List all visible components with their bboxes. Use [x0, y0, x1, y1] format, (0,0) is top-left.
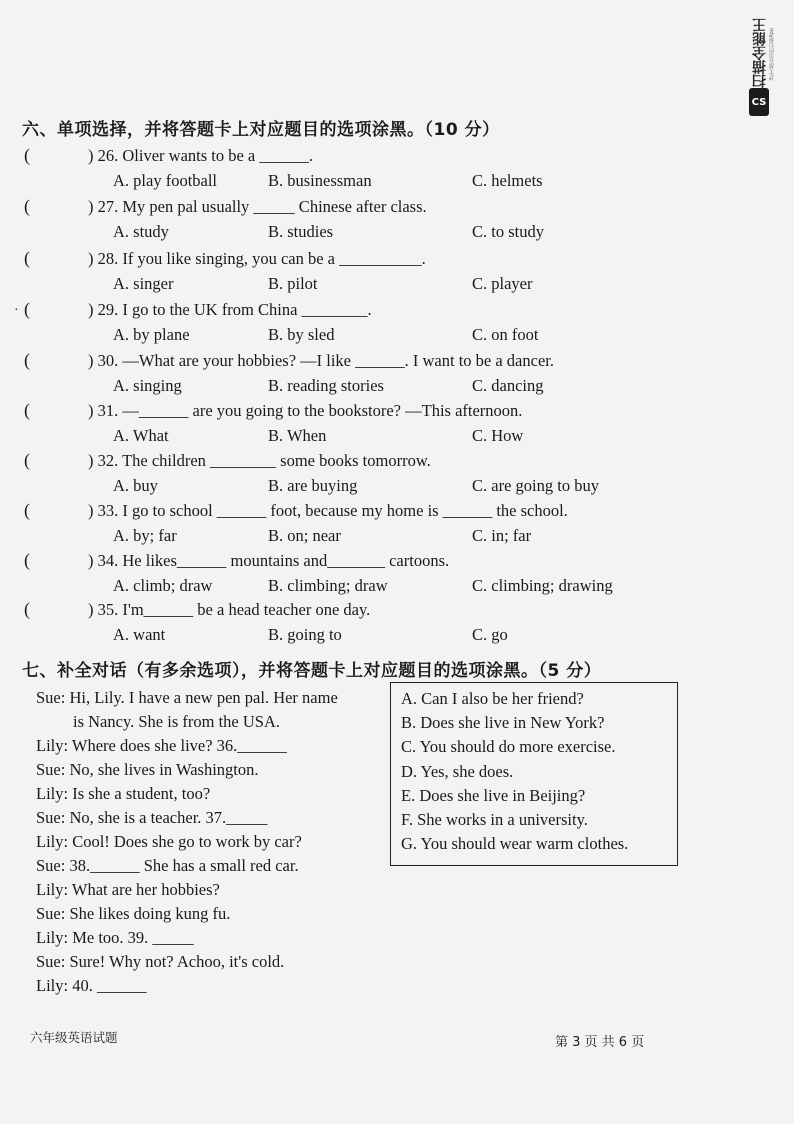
- question-stem: ) 31. —______ are you going to the bookstore? —This afternoon.: [88, 401, 523, 420]
- option-a: A. What: [113, 426, 169, 445]
- option-b: B. studies: [268, 222, 334, 241]
- dialog-line: is Nancy. She is from the USA.: [73, 712, 280, 731]
- question-stem: ) 26. Oliver wants to be a ______.: [88, 146, 313, 165]
- watermark-tagline: 3亿人都在用的扫描App: [769, 28, 775, 81]
- question-row: [0, 196, 794, 246]
- option-a: A. by; far: [113, 526, 177, 545]
- option-c: C. on foot: [472, 325, 539, 344]
- dialog-line: Lily: Cool! Does she go to work by car?: [36, 832, 302, 851]
- question-stem: ) 32. The children ________ some books tomorrow.: [88, 451, 431, 470]
- option-a: A. climb; draw: [113, 576, 213, 595]
- option-c: C. helmets: [472, 171, 543, 190]
- question-row: [0, 500, 794, 550]
- question-row: [0, 145, 794, 195]
- dialog-line: Sue: She likes doing kung fu.: [36, 904, 231, 923]
- dialog-option: A. Can I also be her friend?: [401, 689, 584, 708]
- option-c: C. to study: [472, 222, 544, 241]
- question-stem: ) 35. I'm______ be a head teacher one day.: [88, 600, 371, 619]
- option-b: B. going to: [268, 625, 342, 644]
- option-b: B. pilot: [268, 274, 318, 293]
- pen-mark: ·: [14, 303, 19, 318]
- dialog-line: Sue: Hi, Lily. I have a new pen pal. Her name: [36, 688, 338, 707]
- answer-paren: (: [24, 248, 30, 268]
- dialog-line: Sue: No, she lives in Washington.: [36, 760, 259, 779]
- option-b: B. on; near: [268, 526, 341, 545]
- answer-paren: (: [24, 450, 30, 470]
- answer-paren: (: [24, 145, 30, 165]
- option-a: A. by plane: [113, 325, 190, 344]
- question-row: [0, 550, 794, 600]
- dialog-line: Lily: Me too. 39. _____: [36, 928, 194, 947]
- option-b: B. reading stories: [268, 376, 384, 395]
- option-c: C. are going to buy: [472, 476, 599, 495]
- dialog-line: Sue: 38.______ She has a small red car.: [36, 856, 299, 875]
- dialog-option: C. You should do more exercise.: [401, 737, 616, 757]
- dialog-option: E. Does she live in Beijing?: [401, 785, 586, 805]
- option-c: C. in; far: [472, 526, 532, 545]
- dialog-line: Sue: Sure! Why not? Achoo, it's cold.: [36, 952, 285, 971]
- answer-paren: (: [24, 350, 30, 370]
- dialog-line: Sue: No, she is a teacher. 37._____: [36, 808, 268, 827]
- section-6-title: 六、单项选择，并将答题卡上对应题目的选项涂黑。（10 分）: [22, 120, 500, 140]
- question-stem: ) 34. He likes______ mountains and_______ cartoons.: [88, 551, 450, 570]
- option-a: A. study: [113, 222, 169, 241]
- option-c: C. go: [472, 625, 508, 644]
- option-c: C. How: [472, 426, 524, 445]
- option-c: C. player: [472, 274, 533, 293]
- footer-page-number: 第 3 页 共 6 页: [555, 1035, 645, 1050]
- option-a: A. singing: [113, 376, 182, 395]
- question-stem: ) 27. My pen pal usually _____ Chinese after class.: [88, 197, 427, 216]
- question-stem: ) 30. —What are your hobbies? —I like ______. I want to be a dancer.: [88, 351, 554, 370]
- cs-logo-icon: CS: [749, 88, 769, 116]
- option-b: B. businessman: [268, 171, 372, 190]
- question-row: [0, 599, 794, 649]
- scanner-watermark: [746, 14, 776, 124]
- dialog-option: G. You should wear warm clothes.: [401, 834, 629, 854]
- option-a: A. want: [113, 625, 166, 644]
- answer-paren: (: [24, 196, 30, 216]
- option-a: A. play football: [113, 171, 218, 190]
- option-c: C. climbing; drawing: [472, 576, 613, 595]
- question-row: [0, 248, 794, 298]
- answer-paren: (: [24, 400, 30, 420]
- dialog-line: Lily: What are her hobbies?: [36, 880, 220, 899]
- section-7-title: 七、补全对话（有多余选项），并将答题卡上对应题目的选项涂黑。（5 分）: [22, 661, 602, 681]
- dialog-option: F. She works in a university.: [401, 810, 588, 830]
- question-stem: ) 29. I go to the UK from China ________.: [88, 300, 372, 319]
- option-a: A. buy: [113, 476, 158, 495]
- question-stem: ) 28. If you like singing, you can be a __________.: [88, 249, 426, 268]
- option-b: B. climbing; draw: [268, 576, 388, 595]
- dialog-option: B. Does she live in New York?: [401, 713, 605, 733]
- dialog-line: Lily: 40. ______: [36, 976, 147, 995]
- question-row: [0, 400, 794, 450]
- option-b: B. are buying: [268, 476, 358, 495]
- question-row: [0, 450, 794, 500]
- question-stem: ) 33. I go to school ______ foot, because my home is ______ the school.: [88, 501, 568, 520]
- watermark-app-name: 扫描全能王: [752, 18, 768, 88]
- answer-paren: (: [24, 500, 30, 520]
- dialog-options-box: [390, 682, 678, 866]
- dialog-line: Lily: Where does she live? 36.______: [36, 736, 287, 755]
- dialog-line: Lily: Is she a student, too?: [36, 784, 211, 803]
- dialog-option: D. Yes, she does.: [401, 761, 514, 781]
- dialog-block: [36, 686, 396, 998]
- question-row: [0, 350, 794, 400]
- answer-paren: (: [24, 299, 30, 319]
- answer-paren: (: [24, 599, 30, 619]
- option-c: C. dancing: [472, 376, 544, 395]
- footer-subject: 六年级英语试题: [30, 1030, 118, 1045]
- question-row: [0, 299, 794, 349]
- option-b: B. by sled: [268, 325, 335, 344]
- answer-paren: (: [24, 550, 30, 570]
- option-a: A. singer: [113, 274, 174, 293]
- option-b: B. When: [268, 426, 327, 445]
